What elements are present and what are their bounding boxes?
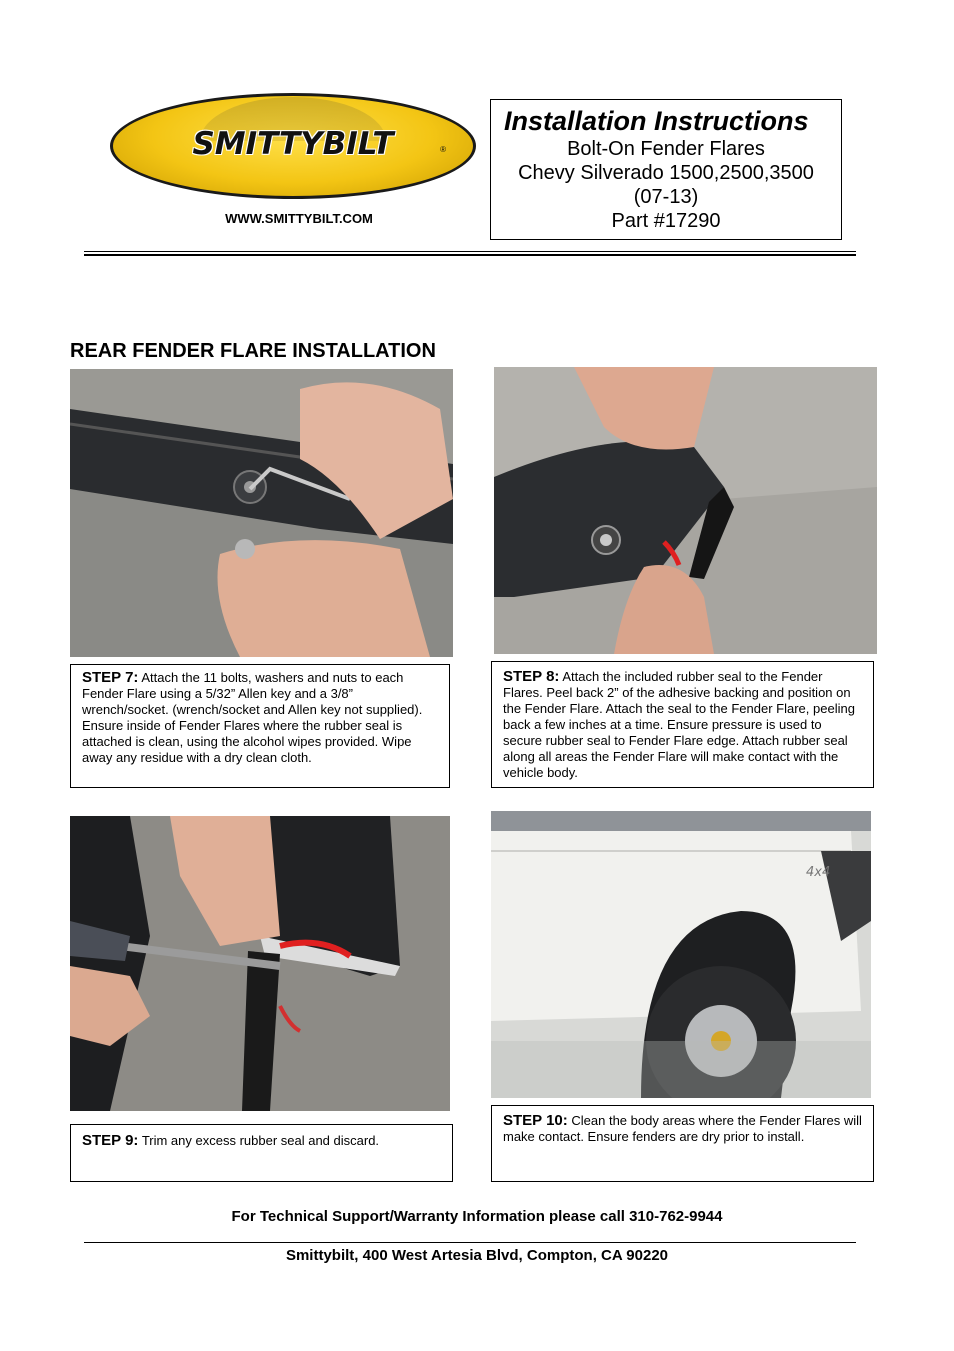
title-line-vehicle: Chevy Silverado 1500,2500,3500 bbox=[518, 162, 814, 184]
step-10-text: Clean the body areas where the Fender Flares will make contact. Ensure fenders are dry prior to install. bbox=[503, 1113, 862, 1144]
svg-text:4x4: 4x4 bbox=[806, 865, 831, 880]
step-8-text: Attach the included rubber seal to the Fender Flares. Peel back 2” of the adhesive backing and position on the Fender Flare. Attach the seal to the Fender Flare, peeling back a few inches at a time. Ensure pressure is used to secure rubber seal to Fender Flare edge. Attach rubber seal along all areas the Fender Flare will make contact with the vehicle body. bbox=[503, 669, 855, 780]
step-10-photo bbox=[491, 811, 871, 1098]
title-line-part-number: Part #17290 bbox=[611, 210, 721, 232]
title-box bbox=[490, 99, 842, 240]
company-address: Smittybilt, 400 West Artesia Blvd, Compton, CA 90220 bbox=[285, 1247, 669, 1264]
step-9-label: STEP 9: bbox=[82, 1132, 139, 1149]
section-heading: REAR FENDER FLARE INSTALLATION bbox=[70, 340, 436, 362]
footer-divider bbox=[84, 1242, 856, 1243]
step-10-label: STEP 10: bbox=[503, 1112, 568, 1129]
support-line: For Technical Support/Warranty Information please call 310-762-9944 bbox=[231, 1208, 723, 1225]
header-divider bbox=[84, 251, 856, 252]
step-7-box bbox=[70, 664, 450, 788]
smittybilt-logo bbox=[110, 93, 476, 199]
step-8-box bbox=[491, 661, 874, 788]
step-9-box bbox=[70, 1124, 453, 1182]
website-url: WWW.SMITTYBILT.COM bbox=[225, 211, 373, 226]
registered-mark: ® bbox=[440, 145, 446, 154]
step-9-text: Trim any excess rubber seal and discard. bbox=[141, 1133, 380, 1148]
step-8-label: STEP 8: bbox=[503, 668, 560, 685]
step-7-photo bbox=[70, 369, 453, 657]
step-7-label: STEP 7: bbox=[82, 669, 139, 686]
step-7-text: Attach the 11 bolts, washers and nuts to each Fender Flare using a 5/32” Allen key and a 3/8” wrench/socket. (wrench/socket and Allen key not supplied). Ensure inside of Fender Flares where the rubber seal is attached is clean, using the alcohol wipes provided. Wipe away any residue with a dry clean cloth. bbox=[82, 670, 423, 765]
step-10-box bbox=[491, 1105, 874, 1182]
step-9-photo bbox=[70, 816, 450, 1111]
step-8-photo bbox=[494, 367, 877, 654]
document-title: Installation Instructions bbox=[504, 106, 809, 136]
title-line-product: Bolt-On Fender Flares bbox=[567, 138, 765, 160]
logo-text: SMITTYBILT bbox=[192, 126, 394, 162]
title-line-years: (07-13) bbox=[633, 186, 699, 208]
header-divider-thick bbox=[84, 254, 856, 256]
